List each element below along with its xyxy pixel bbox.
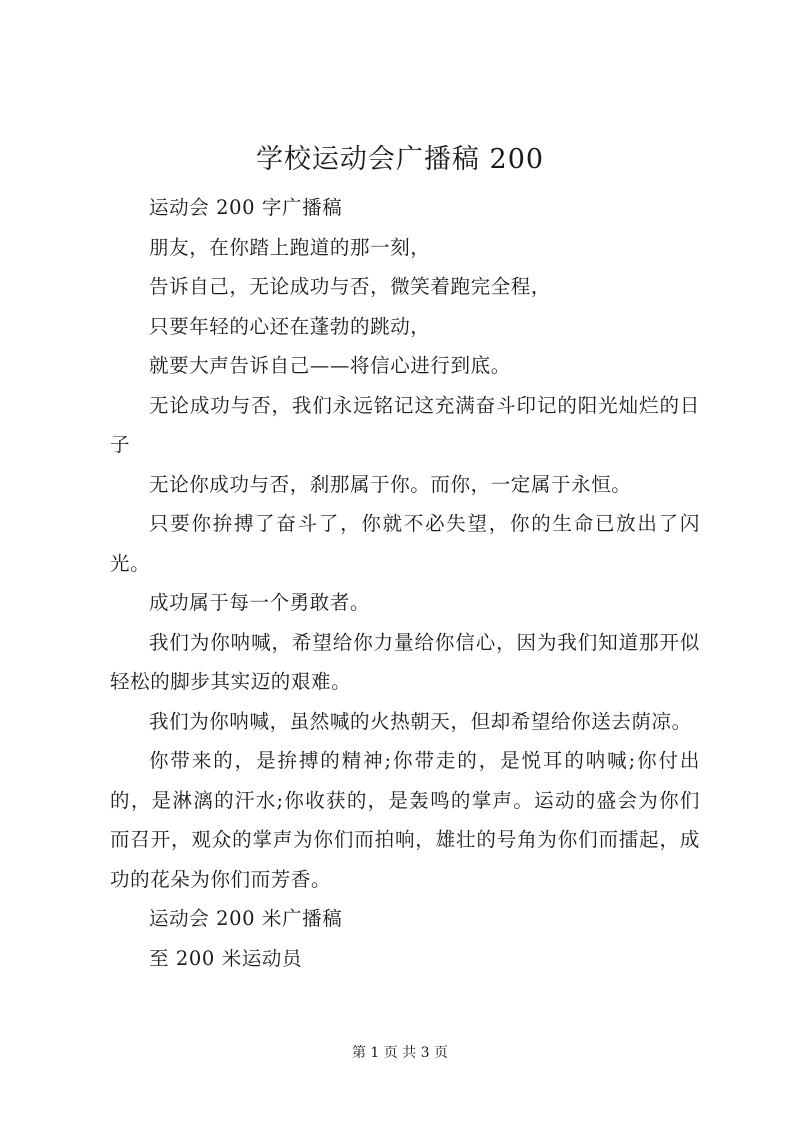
page-footer: 第 1 页 共 3 页: [351, 1045, 449, 1061]
paragraph: 无论成功与否，我们永远铭记这充满奋斗印记的阳光灿烂的日子: [110, 393, 700, 456]
paragraph: 告诉自己，无论成功与否，微笑着跑完全程，: [149, 275, 552, 298]
paragraph: 无论你成功与否，刹那属于你。而你，一定属于永恒。: [149, 472, 632, 496]
paragraph: 至 200 米运动员: [149, 946, 303, 970]
paragraph: 就要大声告诉自己——将信心进行到底。: [149, 354, 511, 377]
paragraph: 只要你拚搏了奋斗了，你就不必失望，你的生命已放出了闪光。: [110, 512, 700, 575]
paragraph: 运动会 200 字广播稿: [149, 196, 343, 219]
document-title: 学校运动会广播稿 200: [255, 144, 545, 175]
paragraph: 你带来的，是拚搏的精神;你带走的，是悦耳的呐喊;你付出的，是淋漓的汗水;你收获的，是轰鸣的掌声。运动的盛会为你们而召开，观众的掌声为你们而拍响，雄壮的号角为你们而擂起，成功的花朵为你们而芳香。: [110, 749, 700, 891]
document-body: [110, 188, 700, 978]
paragraph: 我们为你呐喊，希望给你力量给你信心，因为我们知道那开似轻松的脚步其实迈的艰难。: [110, 630, 700, 693]
paragraph: 成功属于每一个勇敢者。: [149, 591, 371, 614]
paragraph: 我们为你呐喊，虽然喊的火热朝天，但却希望给你送去荫凉。: [149, 709, 692, 733]
paragraph: 运动会 200 米广播稿: [149, 907, 343, 930]
paragraph: 只要年轻的心还在蓬勃的跳动，: [149, 314, 431, 338]
paragraph: 朋友，在你踏上跑道的那一刻，: [149, 235, 431, 259]
